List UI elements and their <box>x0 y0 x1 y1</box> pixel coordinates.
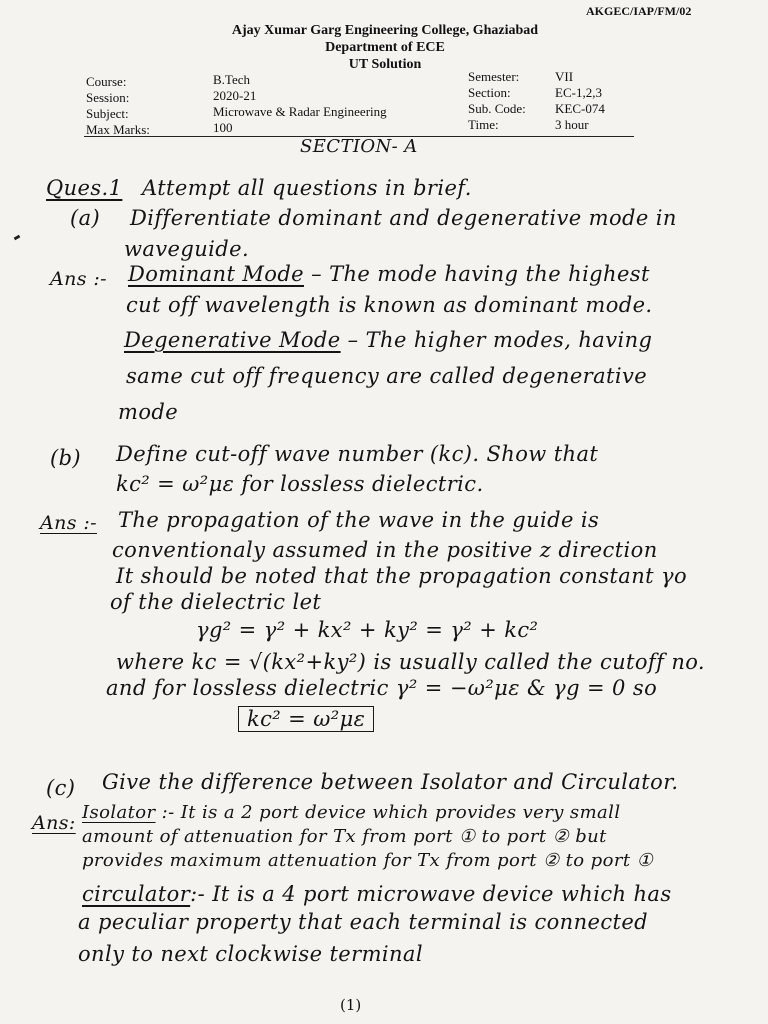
answer-line: same cut off frequency are called degenerative <box>126 364 648 388</box>
answer-line: It should be noted that the propagation constant γo <box>116 564 688 588</box>
section-label: Section: <box>468 85 511 100</box>
part-b-question-line: kc² = ω²με for lossless dielectric. <box>116 472 484 496</box>
answer-line: cut off wavelength is known as dominant mode. <box>126 293 653 317</box>
answer-line: a peculiar property that each terminal is connected <box>78 910 649 934</box>
document-type: UT Solution <box>348 57 422 72</box>
max-marks-value: 100 <box>213 120 233 135</box>
sub-code-value: KEC-074 <box>555 101 605 116</box>
answer-line: where kc = √(kx²+ky²) is usually called the cutoff no. <box>116 650 706 674</box>
answer-line: circulator:- It is a 4 port microwave device which has <box>82 882 672 906</box>
document-header <box>200 22 570 73</box>
answer-line: The propagation of the wave in the guide is <box>118 508 600 532</box>
answer-line: Isolator :- It is a 2 port device which provides very small <box>82 802 621 823</box>
boxed-result-equation: kc² = ω²με <box>238 706 374 732</box>
subject-label: Subject: <box>86 106 129 121</box>
part-a-label: (a) <box>70 206 101 230</box>
session-value: 2020-21 <box>213 88 257 103</box>
session-label: Session: <box>86 90 130 105</box>
section-value: EC-1,2,3 <box>555 85 602 100</box>
answer-line: provides maximum attenuation for Tx from port ② to port ① <box>82 850 654 871</box>
answer-line: conventionaly assumed in the positive z direction <box>112 538 658 562</box>
sub-code-label: Sub. Code: <box>468 101 526 116</box>
info-right-labels <box>468 69 526 133</box>
page-number: (1) <box>340 996 362 1014</box>
answer-line: and for lossless dielectric γ² = −ω²με & γg = 0 so <box>106 676 658 700</box>
department-name: Department of ECE <box>325 40 445 55</box>
answer-label: Ans :- <box>50 268 107 290</box>
part-a-question-line: Differentiate dominant and degenerative mode in <box>130 206 677 230</box>
part-a-question-line: waveguide. <box>124 237 250 261</box>
answer-label: Ans :- <box>40 512 97 534</box>
question-number: Ques.1 <box>46 176 123 200</box>
time-value: 3 hour <box>555 117 589 132</box>
max-marks-label: Max Marks: <box>86 122 150 137</box>
section-title: SECTION- A <box>300 136 418 157</box>
info-left-labels <box>86 74 150 138</box>
term-dominant-mode: Dominant Mode <box>128 262 305 286</box>
answer-label: Ans: <box>32 812 76 834</box>
term-isolator: Isolator <box>82 802 156 823</box>
answer-line: of the dielectric let <box>110 590 322 614</box>
question-instruction: Attempt all questions in brief. <box>142 176 472 200</box>
part-b-question-line: Define cut-off wave number (kc). Show that <box>116 442 599 466</box>
term-circulator: circulator <box>82 882 191 906</box>
answer-line: amount of attenuation for Tx from port ① to port ② but <box>82 826 607 847</box>
college-name: Ajay Xumar Garg Engineering College, Ghaziabad <box>231 23 539 38</box>
course-value: B.Tech <box>213 72 250 87</box>
answer-line: Degenerative Mode – The higher modes, having <box>124 328 653 352</box>
margin-mark <box>14 235 21 241</box>
course-label: Course: <box>86 74 127 89</box>
semester-value: VII <box>555 69 574 84</box>
term-degenerative-mode: Degenerative Mode <box>124 328 341 352</box>
part-b-label: (b) <box>50 446 82 470</box>
answer-line: mode <box>118 400 179 424</box>
semester-label: Semester: <box>468 69 520 84</box>
info-left-values <box>213 72 387 136</box>
part-c-label: (c) <box>46 776 76 800</box>
answer-line: only to next clockwise terminal <box>78 942 423 966</box>
time-label: Time: <box>468 117 499 132</box>
part-c-question-line: Give the difference between Isolator and Circulator. <box>102 770 679 794</box>
answer-line: Dominant Mode – The mode having the highest <box>128 262 650 286</box>
subject-value: Microwave & Radar Engineering <box>213 104 387 119</box>
equation: γg² = γ² + kx² + ky² = γ² + kc² <box>196 618 539 642</box>
form-code: AKGEC/IAP/FM/02 <box>586 4 692 18</box>
info-right-values <box>555 69 605 133</box>
